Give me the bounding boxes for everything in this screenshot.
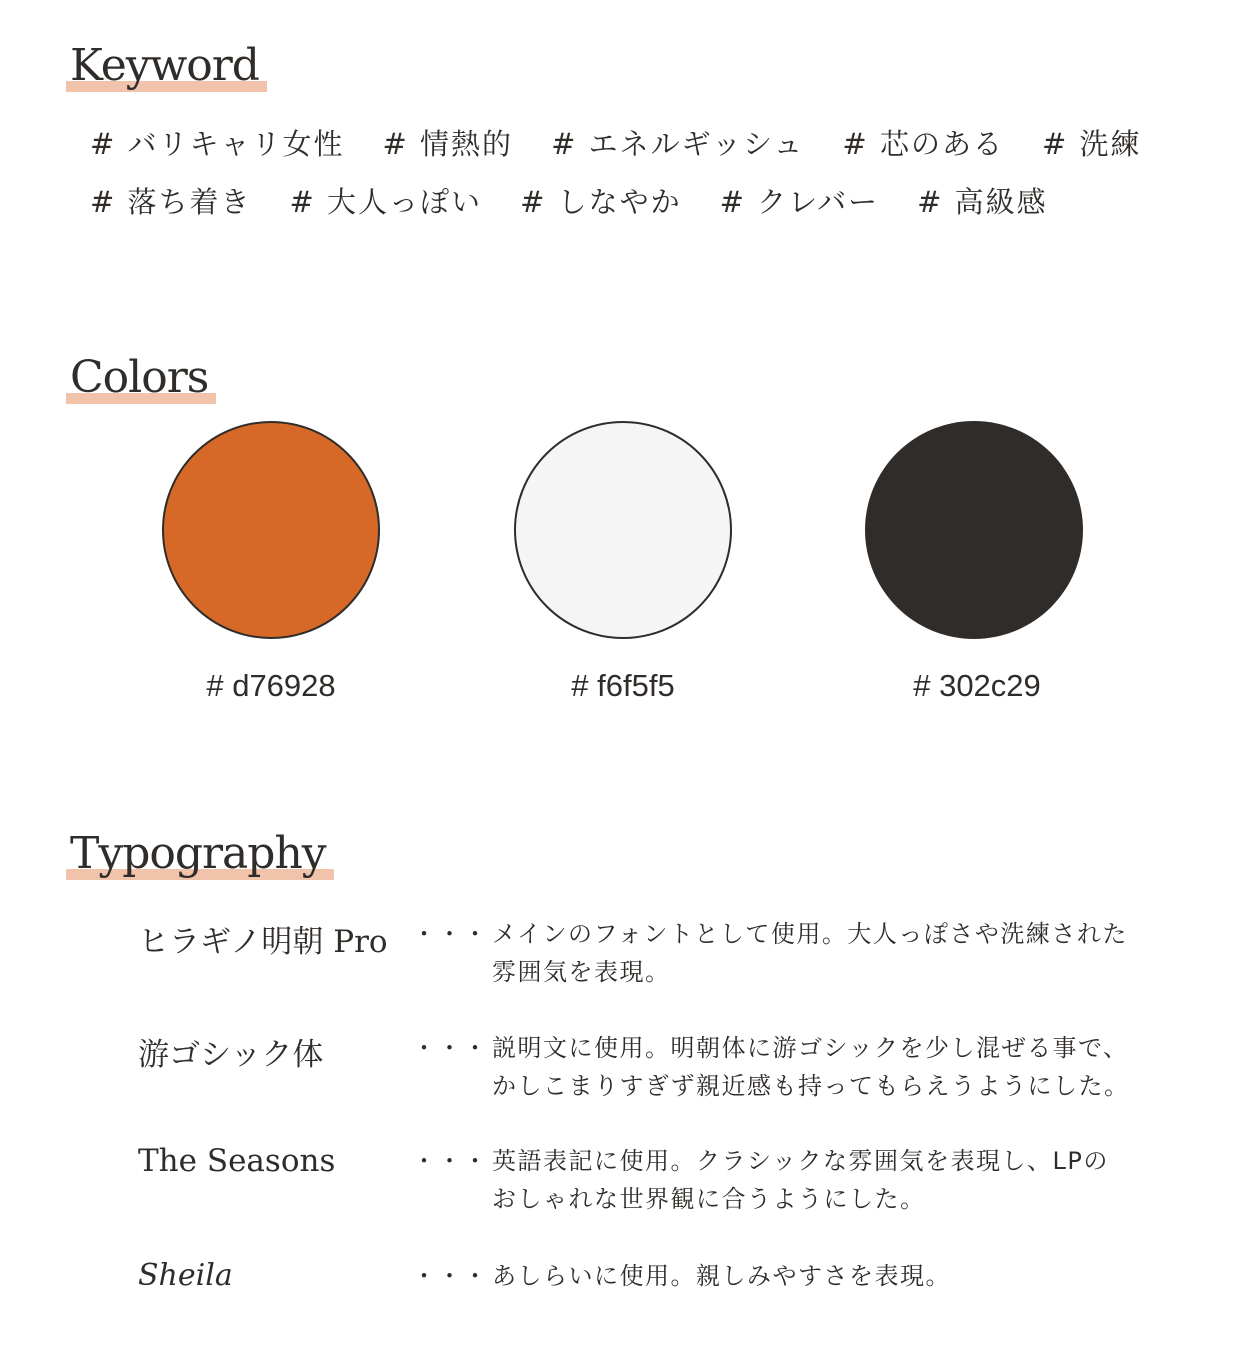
font-name-hiragino: ヒラギノ明朝 Pro [138,924,388,960]
keyword-row-1 [90,122,1179,163]
color-swatch-orange [162,421,380,639]
keyword-tag: # 洗練 [1041,127,1142,161]
keyword-tag: # しなやか [520,185,682,219]
font-description [412,1029,1192,1105]
font-description [412,1257,1192,1295]
description-line: おしゃれな世界観に合うようにした。 [492,1185,926,1213]
leader-dots: ・・・ [412,1262,489,1290]
keyword-tag: # 高級感 [917,185,1048,219]
font-description [412,915,1192,991]
description-line: メインのフォントとして使用。大人っぽさや洗練された [492,920,1128,948]
color-hex-label: # d76928 [206,668,336,703]
keyword-row-2 [90,180,1086,221]
keyword-tag: # 落ち着き [90,185,252,219]
font-name-the-seasons: The Seasons [138,1143,336,1179]
font-description [412,1142,1192,1218]
keyword-tag: # バリキャリ女性 [90,127,345,161]
font-name-sheila: Sheila [138,1258,233,1293]
description-line: 説明文に使用。明朝体に游ゴシックを少し混ぜる事で、 [492,1034,1129,1062]
description-line: 英語表記に使用。クラシックな雰囲気を表現し、LPの [492,1147,1109,1175]
description-line: あしらいに使用。親しみやすさを表現。 [492,1262,951,1290]
color-swatch-dark [865,421,1083,639]
keyword-tag: # クレバー [719,185,880,219]
colors-title-text: Colors [70,352,209,403]
keyword-tag: # 大人っぽい [289,185,483,219]
typography-section-title [66,828,334,879]
color-swatch-white [514,421,732,639]
color-hex-label: # f6f5f5 [571,668,675,703]
leader-dots: ・・・ [412,1034,489,1062]
keyword-tag: # 芯のある [842,127,1004,161]
color-hex-label: # 302c29 [913,668,1041,703]
typography-title-text: Typography [70,828,326,879]
description-line: 雰囲気を表現。 [492,958,671,986]
font-name-yugothic: 游ゴシック体 [138,1037,324,1073]
keyword-title-text: Keyword [70,40,259,91]
keyword-tag: # エネルギッシュ [551,127,805,161]
keyword-section-title [66,40,267,91]
leader-dots: ・・・ [412,1147,489,1175]
leader-dots: ・・・ [412,920,489,948]
colors-section-title [66,352,216,403]
keyword-tag: # 情熱的 [382,127,514,161]
description-line: かしこまりすぎず親近感も持ってもらえうようにした。 [492,1072,1130,1100]
